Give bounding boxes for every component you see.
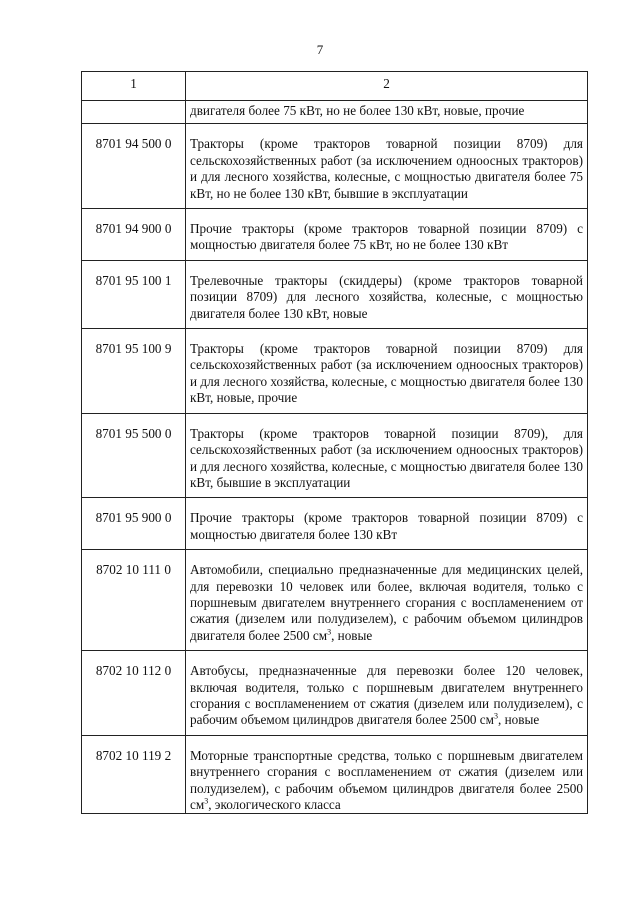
code-cell: 8701 95 900 0 <box>82 498 186 550</box>
description-cell: Тракторы (кроме тракторов товарной позиции 8709) для сельскохозяйственных работ (за исключением одноосных тракторов) и для лесного хозяйства, колесные, с мощностью двигателя более 75 кВт, но не более 130 кВт, бывшие в эксплуатации <box>186 124 588 209</box>
code-cell: 8701 95 500 0 <box>82 413 186 498</box>
description-text-tail: , новые <box>498 712 540 728</box>
description-text-tail: , экологического класса <box>208 797 341 812</box>
code-cell: 8702 10 111 0 <box>82 550 186 651</box>
code-cell: 8701 94 900 0 <box>82 209 186 261</box>
table-row <box>82 651 588 736</box>
code-cell: 8701 95 100 1 <box>82 260 186 328</box>
superscript-cube: 3 <box>327 627 332 637</box>
description-cell <box>186 651 588 736</box>
description-cell <box>186 735 588 814</box>
table-row <box>82 735 588 814</box>
table-row <box>82 329 588 414</box>
column-header-description: 2 <box>186 72 588 101</box>
code-cell: 8702 10 112 0 <box>82 651 186 736</box>
description-text-tail: , новые <box>331 627 373 643</box>
description-cell: двигателя более 75 кВт, но не более 130 кВт, новые, прочие <box>186 101 588 124</box>
table-row <box>82 550 588 651</box>
superscript-cube: 3 <box>494 711 499 721</box>
description-text: Моторные транспортные средства, только с поршневым двигателем внутреннего сгорания с воспламенением от сжатия (дизелем или полудизелем), с рабочим объемом цилиндров двигателя более 2500 см <box>190 747 583 812</box>
code-cell: 8701 94 500 0 <box>82 124 186 209</box>
description-text: Автомобили, специально предназначенные для медицинских целей, для перевозки 10 человек или более, включая водителя, только с поршневым двигателем внутреннего сгорания с воспламенением от сжатия (дизелем или полудизелем), с рабочим объемом цилиндров двигателя более 2500 см <box>190 562 583 643</box>
table-row <box>82 124 588 209</box>
column-header-code: 1 <box>82 72 186 101</box>
description-cell: Тракторы (кроме тракторов товарной позиции 8709) для сельскохозяйственных работ (за исключением одноосных тракторов) и для лесного хозяйства, колесные, с мощностью двигателя более 130 кВт, новые, прочие <box>186 329 588 414</box>
code-cell: 8702 10 119 2 <box>82 735 186 814</box>
code-cell <box>82 101 186 124</box>
table-header-row <box>82 72 588 101</box>
table-row <box>82 101 588 124</box>
description-text: Автобусы, предназначенные для перевозки более 120 человек, включая водителя, только с поршневым двигателем внутреннего сгорания с воспламенением от сжатия (дизелем или полудизелем), с рабочим объемом цилиндров двигателя более 2500 см <box>190 663 583 728</box>
table-row <box>82 260 588 328</box>
table-row <box>82 209 588 261</box>
description-cell: Прочие тракторы (кроме тракторов товарной позиции 8709) с мощностью двигателя более 130 кВт <box>186 498 588 550</box>
description-cell: Прочие тракторы (кроме тракторов товарной позиции 8709) с мощностью двигателя более 75 кВт, но не более 130 кВт <box>186 209 588 261</box>
page-number: 7 <box>316 42 324 57</box>
tariff-code-table <box>81 71 588 814</box>
table-row <box>82 498 588 550</box>
table-row <box>82 413 588 498</box>
code-cell: 8701 95 100 9 <box>82 329 186 414</box>
description-cell: Трелевочные тракторы (скиддеры) (кроме тракторов товарной позиции 8709) для лесного хозяйства, колесные, с мощностью двигателя более 130 кВт, новые <box>186 260 588 328</box>
description-cell: Тракторы (кроме тракторов товарной позиции 8709), для сельскохозяйственных работ (за исключением одноосных тракторов) и для лесного хозяйства, колесные, с мощностью двигателя более 130 кВт, бывшие в эксплуатации <box>186 413 588 498</box>
superscript-cube: 3 <box>204 796 209 806</box>
description-cell <box>186 550 588 651</box>
